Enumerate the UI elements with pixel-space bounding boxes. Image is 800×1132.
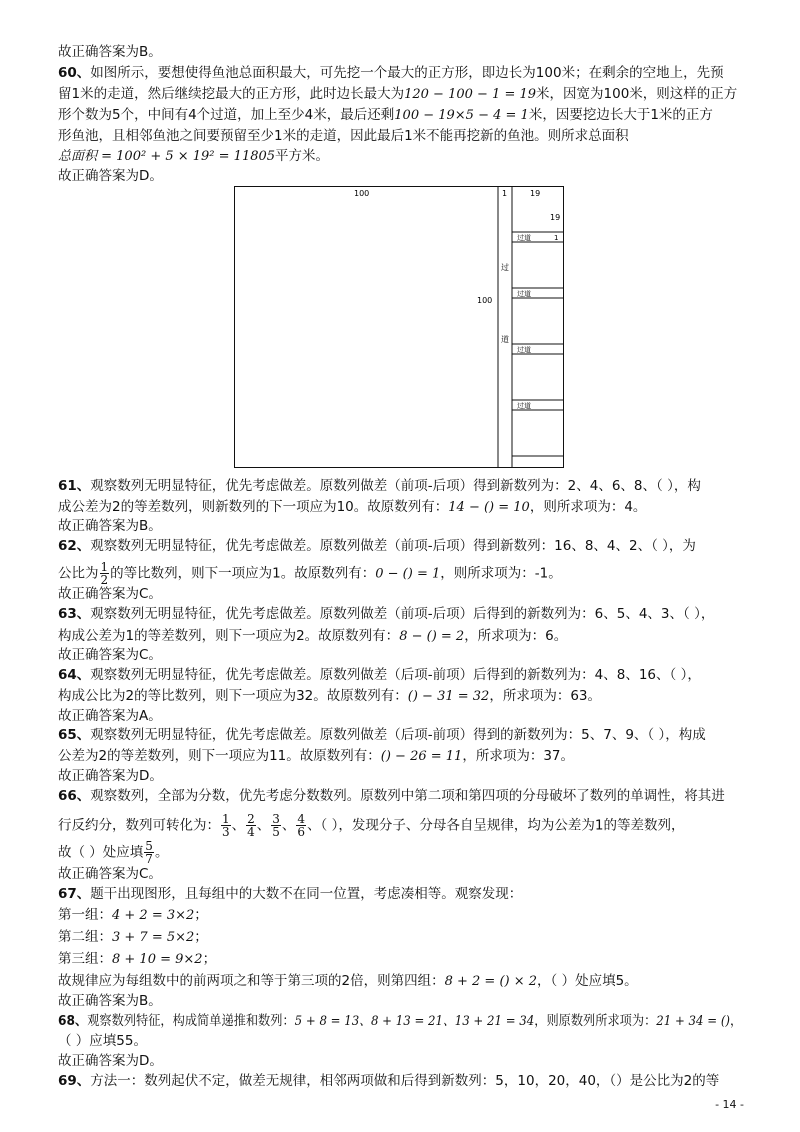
q67-line-2: 第一组：4 + 2 = 3×2；: [58, 907, 208, 923]
q64-line-1: 64、观察数列无明显特征，优先考虑做差。原数列做差（后项-前项）后得到的新数列为：4、8、16、（ ），: [58, 667, 701, 683]
pond-diagram-svg: [234, 186, 564, 468]
q68-line-2: （ ）应填55。: [58, 1033, 147, 1049]
fraction-2-4: $\frac{2}{4}$: [247, 812, 255, 839]
top-length-label: 100: [354, 189, 370, 198]
q67-line-5: 故规律应为每组数中的前两项之和等于第三项的2倍，则第四组：8 + 2 = () × 2，（ ）处应填5。: [58, 973, 638, 989]
walkway-char-2: 道: [501, 335, 509, 344]
outer-border: [235, 187, 564, 468]
q60-line-5: 总面积 = 100² + 5 × 19² = 11805平方米。: [58, 148, 330, 164]
q60-line-3: 形个数为5个，中间有4个过道，加上至少4米，最后还剩100 − 19×5 − 4 = 1米，因要挖边长大于1米的正方: [58, 107, 713, 123]
q68-answer: 故正确答案为D。: [58, 1053, 163, 1069]
q65-line-2: 公差为2的等差数列，则下一项应为11。故原数列有：() − 26 = 11，所求项为：37。: [58, 748, 575, 764]
q60-line-1: 60、如图所示，要想使得鱼池总面积最大，可先挖一个最大的正方形，即边长为100米；在剩余的空地上，先预: [58, 65, 724, 81]
small-square-side-label: 19: [550, 213, 561, 222]
q64-answer: 故正确答案为A。: [58, 708, 162, 724]
side-length-label: 100: [477, 296, 493, 305]
q67-line-3: 第二组：3 + 7 = 5×2；: [58, 929, 208, 945]
walkway-char-1: 过: [501, 263, 509, 272]
q60-line-2: 留1米的走道，然后继续挖最大的正方形，此时边长最大为120 − 100 − 1 = 19米，因宽为100米，则这样的正方: [58, 86, 738, 102]
q60-line-4: 形鱼池，且相邻鱼池之间要预留至少1米的走道，因此最后1米不能再挖新的鱼池。则所求总面积: [58, 128, 629, 144]
small-square-label: 19: [530, 189, 541, 198]
fraction-4-6: $\frac{4}{6}$: [297, 812, 306, 839]
fraction-one-half: $\frac{1}{2}$: [100, 560, 109, 587]
aisle-label-4: 过道: [517, 402, 531, 410]
q64-line-2: 构成公比为2的等比数列，则下一项应为32。故原数列有：() − 31 = 32，所求项为：63。: [58, 688, 602, 704]
q69-line-1: 69、方法一：数列起伏不定，做差无规律，相邻两项做和后得到新数列：5，10，20，40，（）是公比为2的等: [58, 1073, 720, 1089]
q65-line-1: 65、观察数列无明显特征，优先考虑做差。原数列做差（后项-前项）得到的新数列为：5、7、9、（ ），构成: [58, 727, 706, 743]
q63-line-1: 63、观察数列无明显特征，优先考虑做差。原数列做差（前项-后项）后得到的新数列为：6、5、4、3、（ ），: [58, 606, 715, 622]
q66-line-3: 故（ ）处应填 $\frac{5}{7}$ 。: [58, 839, 169, 866]
q67-answer: 故正确答案为B。: [58, 993, 162, 1009]
q67-line-1: 67、题干出现图形，且每组中的大数不在同一位置，考虑凑相等。观察发现：: [58, 886, 523, 902]
q62-line-1: 62、观察数列无明显特征，优先考虑做差。原数列做差（前项-后项）得到新数列：16、8、4、2、（ ），为: [58, 538, 696, 554]
q65-answer: 故正确答案为D。: [58, 768, 163, 784]
q61-line-2: 成公差为2的等差数列，则新数列的下一项应为10。故原数列有：14 − () = 10，则所求项为：4。: [58, 499, 647, 515]
q61-line-1: 61、观察数列无明显特征，优先考虑做差。原数列做差（前项-后项）得到新数列为：2、4、6、8、（ ），构: [58, 478, 701, 494]
aisle-width-label: 1: [554, 234, 559, 242]
aisle-label-2: 过道: [517, 290, 531, 298]
aisle-label-3: 过道: [517, 346, 531, 354]
q63-line-2: 构成公差为1的等差数列，则下一项应为2。故原数列有：8 − () = 2，所求项为：6。: [58, 628, 568, 644]
fraction-5-7: $\frac{5}{7}$: [145, 839, 153, 866]
q62-answer: 故正确答案为C。: [58, 586, 162, 602]
q61-answer: 故正确答案为B。: [58, 518, 162, 534]
q67-line-4: 第三组：8 + 10 = 9×2；: [58, 951, 217, 967]
pond-diagram: [234, 186, 564, 468]
q60-answer: 故正确答案为D。: [58, 168, 163, 184]
q66-answer: 故正确答案为C。: [58, 866, 162, 882]
fraction-3-5: $\frac{3}{5}$: [272, 812, 280, 839]
q66-line-2: 行反约分，数列可转化为： $\frac{1}{3}$ 、 $\frac{2}{4}$ 、 $\frac{3}{5}$ 、 $\frac{4}{6}$ 、（ ），发现分子、分母各自呈规律，均为公差为1的等差数列，: [58, 812, 685, 839]
answer-line: 故正确答案为B。: [58, 44, 162, 60]
fraction-1-3: $\frac{1}{3}$: [222, 812, 230, 839]
q63-answer: 故正确答案为C。: [58, 647, 162, 663]
walkway-width-label: 1: [502, 189, 508, 198]
q62-line-2: 公比为 $\frac{1}{2}$ 的等比数列，则下一项应为1。故原数列有：0 − () = 1，则所求项为：-1。: [58, 560, 562, 587]
q66-line-1: 66、观察数列，全部为分数，优先考虑分数数列。原数列中第二项和第四项的分母破坏了数列的单调性，将其进: [58, 788, 725, 804]
page-number: - 14 -: [715, 1098, 744, 1111]
q68-line-1: 68、观察数列特征，构成简单递推和数列：5 + 8 = 13、8 + 13 = 21、13 + 21 = 34，则原数列所求项为：21 + 34 = ()，: [58, 1013, 743, 1029]
aisle-label-1: 过道: [517, 234, 531, 242]
